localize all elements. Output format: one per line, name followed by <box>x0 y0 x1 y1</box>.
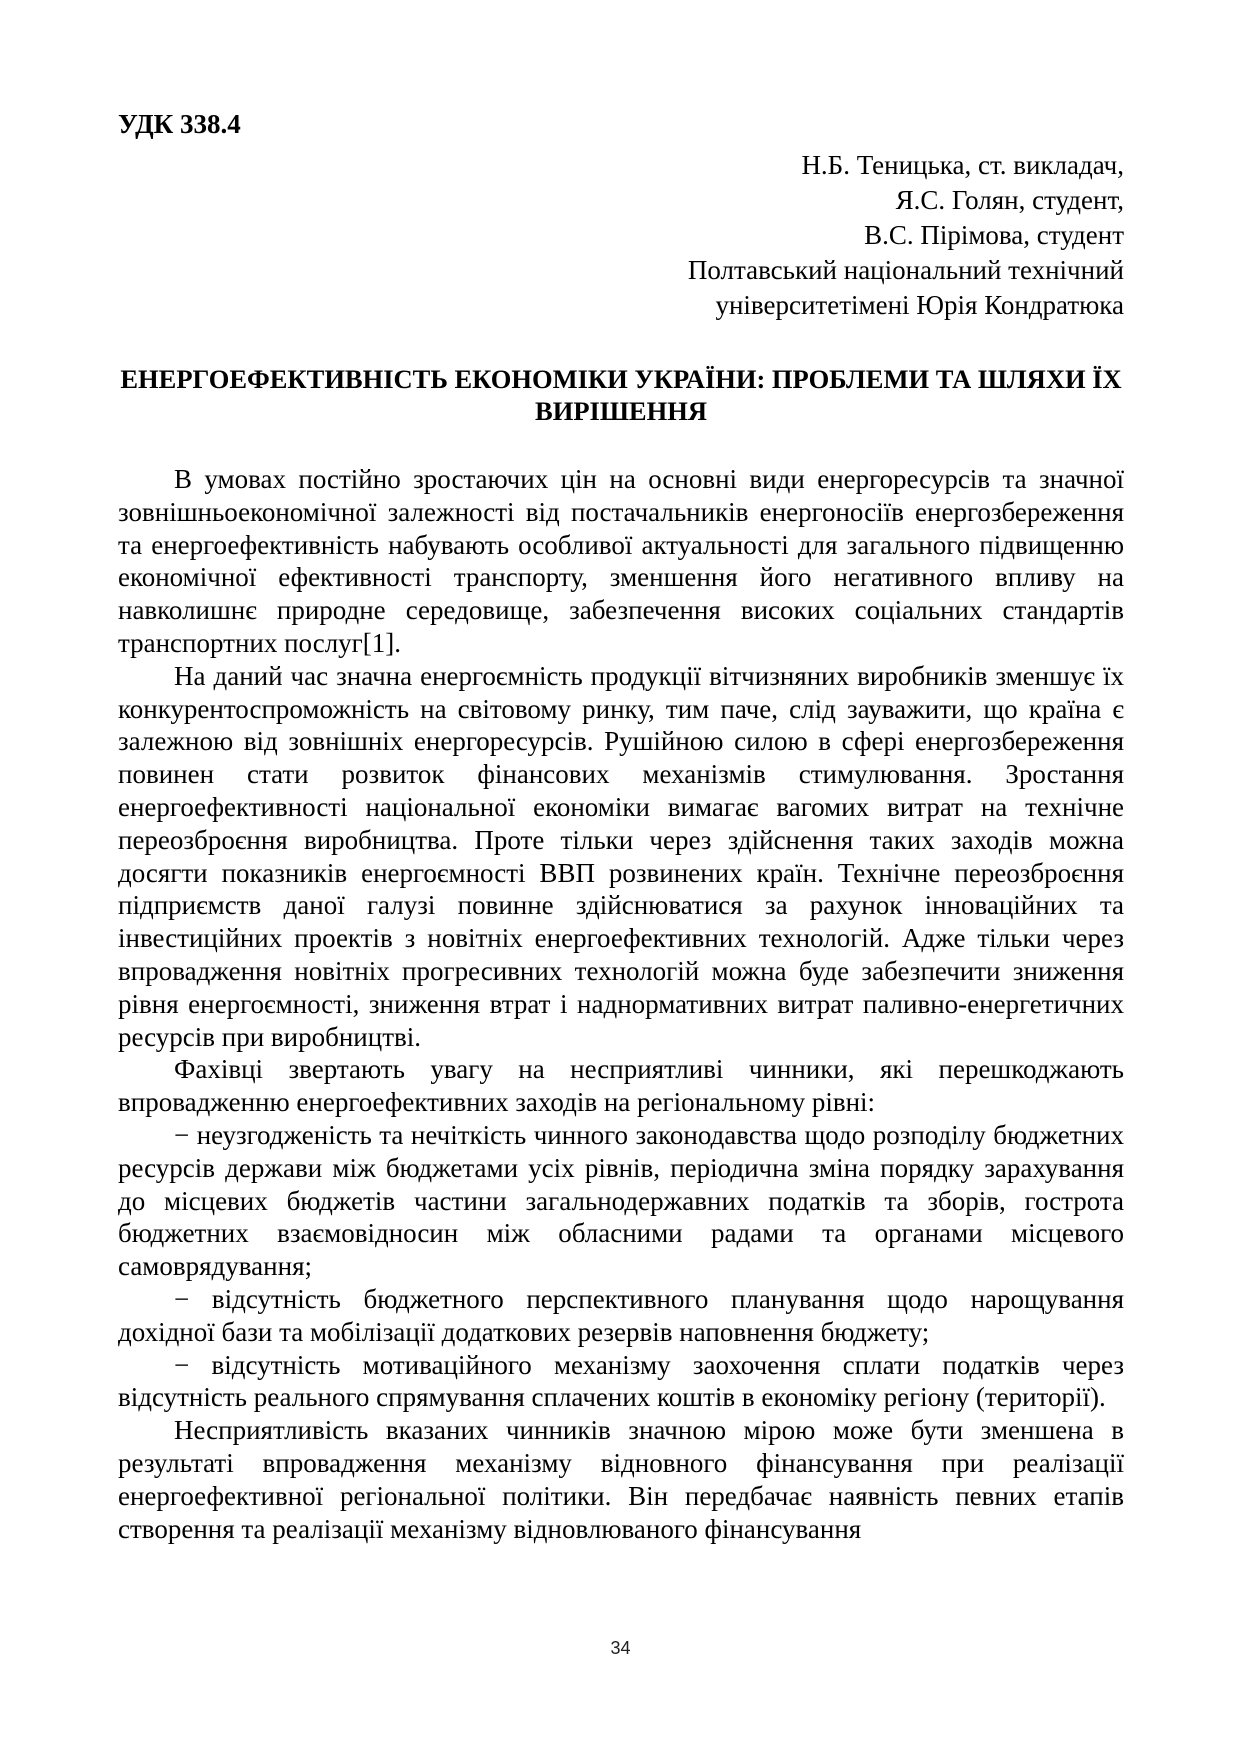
list-item: − відсутність бюджетного перспективного планування щодо нарощування дохідної бази та мобілізації додаткових резервів наповнення бюджету; <box>118 1283 1124 1347</box>
author-block <box>118 148 1124 323</box>
author-line: В.С. Пірімова, студент <box>864 220 1124 250</box>
paragraph: На даний час значна енергоємність продукції вітчизняних виробників зменшує їх конкурентоспроможність на світовому ринку, тим паче, слід зауважити, що країна є залежною від зовнішніх енергоресурсів. Рушійною силою в сфері енергозбереження повинен стати розвиток фінансових механізмів стимулювання. Зростання енергоефективності національної економіки вимагає вагомих витрат на технічне переозброєння виробництва. Проте тільки через здійснення таких заходів можна досягти показників енергоємності ВВП розвинених країн. Технічне переозброєння підприємств даної галузі повинне здійснюватися за рахунок інноваційних та інвестиційних проектів з новітніх енергоефективних технологій. Адже тільки через впровадження новітніх прогресивних технологій можна буде забезпечити зниження рівня енергоємності, зниження втрат і наднормативних витрат паливно-енергетичних ресурсів при виробництві. <box>118 660 1124 1052</box>
paragraph: Несприятливість вказаних чинників значною мірою може бути зменшена в результаті впровадження механізму відновного фінансування при реалізації енергоефективної регіональної політики. Він передбачає наявність певних етапів створення та реалізації механізму відновлюваного фінансування <box>118 1415 1124 1544</box>
document-page <box>118 108 1124 1545</box>
udc-code: УДК 338.4 <box>118 109 241 139</box>
author-line: Я.С. Голян, студент, <box>895 185 1124 215</box>
author-line: Н.Б. Теницька, ст. викладач, <box>801 150 1124 180</box>
list-item: − неузгодженість та нечіткість чинного законодавства щодо розподілу бюджетних ресурсів держави між бюджетами усіх рівнів, періодична зміна порядку зарахування до місцевих бюджетів частини загальнодержавних податків та зборів, гострота бюджетних взаємовідносин між обласними радами та органами місцевого самоврядування; <box>118 1119 1124 1282</box>
list-item: − відсутність мотиваційного механізму заохочення сплати податків через відсутність реального спрямування сплачених коштів в економіку регіону (території). <box>118 1349 1124 1413</box>
article-title: ЕНЕРГОЕФЕКТИВНІСТЬ ЕКОНОМІКИ УКРАЇНИ: ПРОБЛЕМИ ТА ШЛЯХИ ЇХ ВИРІШЕННЯ <box>120 364 1122 426</box>
affiliation-line: Полтавський національний технічний <box>687 255 1124 285</box>
article-body <box>118 463 1124 1545</box>
page-number: 34 <box>610 1638 631 1658</box>
paragraph: Фахівці звертають увагу на несприятливі чинники, які перешкоджають впровадженню енергоефективних заходів на регіональному рівні: <box>118 1054 1124 1118</box>
paragraph: В умовах постійно зростаючих цін на основні види енергоресурсів та значної зовнішньоекономічної залежності від постачальників енергоносіїв енергозбереження та енергоефективність набувають особливої актуальності для загального підвищенню економічної ефективності транспорту, зменшення його негативного впливу на навколишнє природне середовище, забезпечення високих соціальних стандартів транспортних послуг[1]. <box>118 464 1124 658</box>
affiliation-line: університетімені Юрія Кондратюка <box>715 290 1124 320</box>
